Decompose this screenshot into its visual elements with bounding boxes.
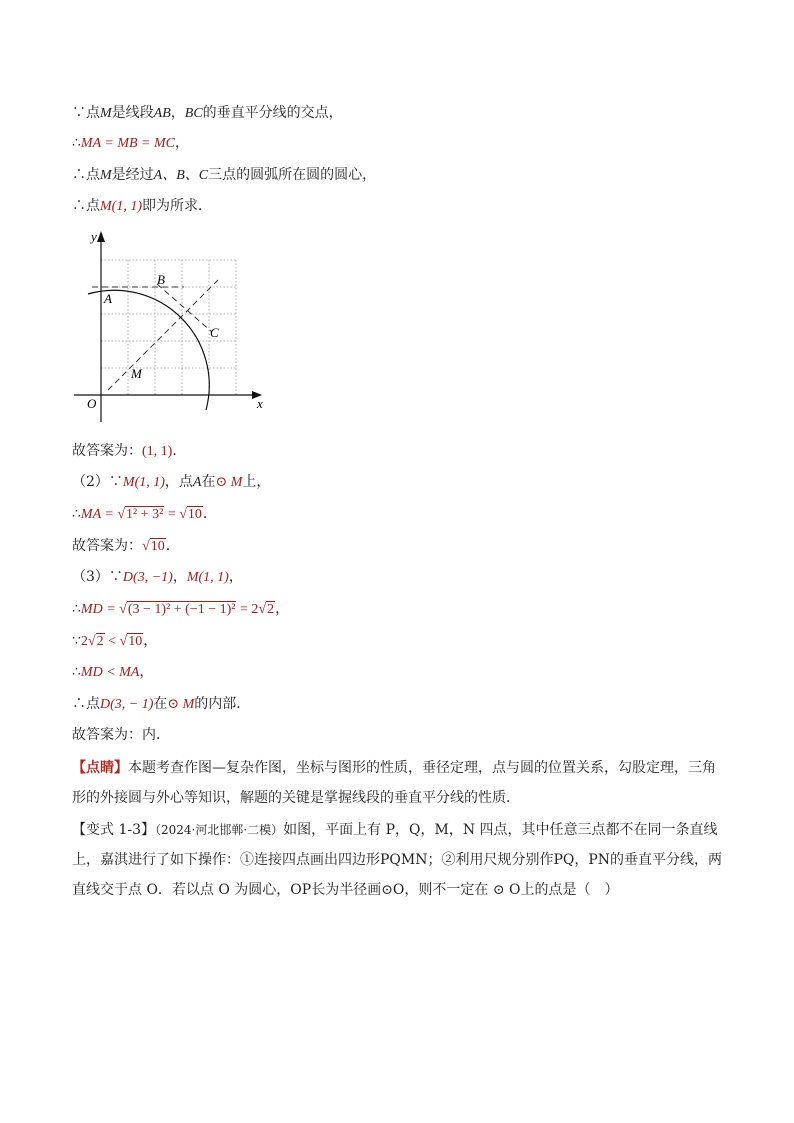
point-a-label: A [104,291,112,306]
text: ∴ [72,135,81,151]
text: . [165,538,171,554]
math-var: M [100,168,112,183]
solution-line-14 [72,725,170,745]
solution-line-4 [72,196,212,217]
text: 的垂直平分线的交点， [202,105,343,121]
dianjing-paragraph [72,753,724,813]
radicand: 2 [96,634,104,649]
text: ∴ [72,601,81,617]
radicand: 10 [150,539,165,554]
bianshi-paragraph [72,815,724,905]
dianjing-text: 本题考查作图—复杂作图，坐标与图形的性质，垂径定理，点与圆的位置关系，勾股定理，三角形的外接圆与外心等知识，解题的关键是掌握线段的垂直平分线的性质． [72,760,716,806]
solution-line-11 [72,631,157,652]
solution-line-12 [72,662,153,683]
solution-line-8 [72,536,170,557]
solution-line-2 [72,133,189,154]
math-points: A、B、C [153,168,209,183]
radicand: (3 − 1)² + (−1 − 1)² [127,602,236,617]
math-coord: M(1, 1) [122,475,165,490]
bianshi-text: 如图，平面上有 P，Q，M，N 四点，其中任意三点都不在同一条直线上，嘉淇进行了如下操作：①连接四点画出四边形PQMN；②利用尺规分别作PQ，PN的垂直平分线，两直线交于点 O．若以点 O 为圆心，OP长为半径画⊙O，则不一定在 ⊙ O上的点是（ ） [72,822,723,898]
radicand: 1² + 3² [126,507,164,522]
text: ， [143,633,158,649]
math-coef: 2 [80,634,88,649]
math-coord: D(3, −1) [122,570,173,585]
radicand: 10 [128,634,143,649]
math-circle: ⊙ M [215,475,243,490]
y-axis-arrow [97,231,105,242]
radicand: 2 [267,602,275,617]
math-var: AB [153,106,171,121]
text: 的内部． [194,696,251,712]
math-equation: MA = MB = MC [80,136,175,151]
circle-arc [88,290,209,410]
text: ∴点 [72,198,100,214]
text: 故答案为：内． [72,727,170,743]
point-b-label: B [157,272,165,287]
text: 上， [242,474,271,490]
text: ，点 [164,474,193,490]
math-var: M [100,106,112,121]
bianshi-tag: 【变式 1-3】 [72,822,155,838]
text: 故答案为： [72,538,142,554]
text: 是线段 [111,105,154,121]
sqrt-expression: √2 [87,634,104,649]
math-lhs: MD = [80,602,120,617]
text: 在 [153,696,168,712]
math-coord: D(3, − 1) [100,697,154,712]
sqrt-expression: √10 [119,634,143,649]
math-lhs: MA = [80,507,118,522]
text: ∴ [72,506,81,522]
text: 即为所求． [142,198,212,214]
point-m-label: M [131,366,142,381]
math-circle: ⊙ M [167,697,195,712]
sqrt-expression: √(3 − 1)² + (−1 − 1)² [119,602,236,617]
answer: (1, 1) [142,444,173,459]
math-inequality: MD < MA [80,665,140,680]
sqrt-expression: √10 [142,539,165,554]
text: 在 [201,474,216,490]
sqrt-expression: √2 [258,602,275,617]
solution-line-9 [72,567,243,588]
bianshi-source: （2024·河北邯郸·二模） [155,823,284,837]
axis-x-label: x [257,396,263,411]
axis-y-label: y [91,229,97,244]
text: ∵ [72,633,81,649]
text: （2）∵ [72,474,123,490]
text: ∴点 [72,696,100,712]
text: ∵点 [72,105,100,121]
coordinate-figure [72,226,272,426]
solution-line-3 [72,165,376,186]
solution-line-6 [72,472,270,493]
text: ， [275,601,290,617]
text: 故答案为： [72,443,142,459]
math-coord: M(1, 1) [100,199,142,214]
math-var: BC [184,106,203,121]
text: . [202,506,208,522]
text: ． [172,443,187,459]
sqrt-expression: √1² + 3² [117,507,164,522]
radicand: 10 [187,507,202,522]
solution-line-1 [72,103,343,124]
text: ， [170,105,185,121]
origin-label: O [87,396,97,411]
math-eq: = [164,507,180,522]
solution-line-7 [72,504,207,525]
text: ， [172,569,187,585]
text: （3）∵ [72,569,123,585]
solution-line-5 [72,441,186,462]
math-coord: M(1, 1) [186,570,229,585]
solution-line-13 [72,694,250,715]
math-op: < [104,634,120,649]
point-c-label: C [210,325,219,340]
text: ， [228,569,243,585]
sqrt-expression: √10 [179,507,202,522]
text: ， [175,135,189,151]
bisector-bc [108,280,218,390]
math-var: A [192,475,202,490]
solution-line-10 [72,599,289,620]
text: 三点的圆弧所在圆的圆心， [208,167,377,183]
dianjing-tag: 【点睛】 [72,760,128,776]
text: ， [139,664,154,680]
text: 是经过 [111,167,154,183]
text: ∴ [72,664,81,680]
segment-bc-dash [157,284,212,332]
math-eq: = 2 [236,602,259,617]
text: ∴点 [72,167,100,183]
